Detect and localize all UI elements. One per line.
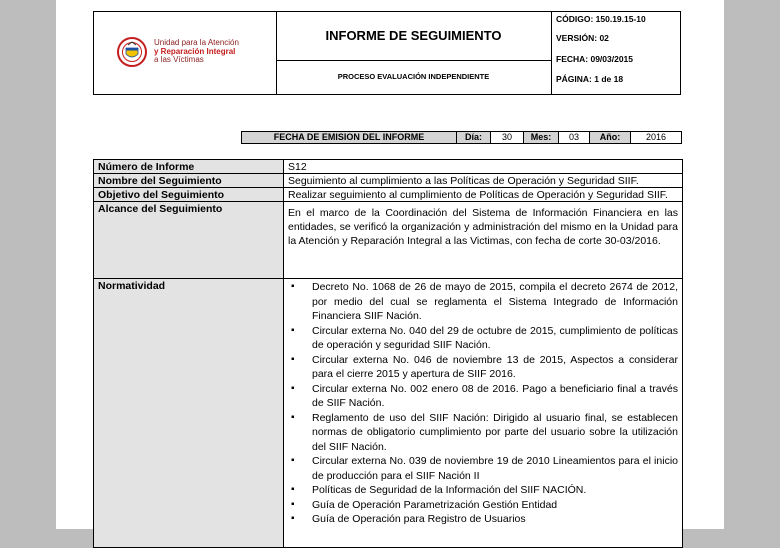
list-item: ▪ Guía de Operación para Registro de Usuarios [288, 512, 678, 527]
doc-date: FECHA: 09/03/2015 [556, 54, 634, 64]
subtitle-cell [276, 60, 552, 94]
regulations-label: Normatividad [93, 278, 284, 548]
logo-text [154, 39, 274, 65]
list-item: ▪ Circular externa No. 046 de noviembre 13 de 2015, Aspectos a considerar para el cierre 2015 y apertura de SIIF 2016. [288, 353, 678, 382]
day-value: 30 [490, 131, 524, 144]
tracking-objective-label: Objetivo del Seguimiento [93, 187, 284, 202]
tracking-name-label: Nombre del Seguimiento [93, 173, 284, 188]
tracking-scope-value: En el marco de la Coordinación del Sistema de Información Financiera en las entidades, se verificó la organización y administración del mismo en la Unidad para la Atención y Reparación Integral a las Victimas, con fecha de corte 30-03/2016. [283, 201, 683, 279]
document-title: INFORME DE SEGUIMIENTO [325, 28, 502, 43]
month-label: Mes: [523, 131, 559, 144]
logo-line-3: a las Víctimas [154, 55, 204, 64]
report-number-value: S12 [283, 159, 683, 174]
list-item: ▪ Reglamento de uso del SIIF Nación: Dirigido al usuario final, se establecen normas de obligatorio cumplimiento por parte del usuario sobre la utilización del SIIF Nación. [288, 411, 678, 455]
logo-cell [94, 12, 277, 94]
emission-date-label: FECHA DE EMISION DEL INFORME [241, 131, 457, 144]
doc-code: CÓDIGO: 150.19.15-10 [556, 14, 646, 24]
header-table [93, 11, 681, 95]
colombia-coat-of-arms-logo [116, 36, 148, 68]
tracking-scope-label: Alcance del Seguimiento [93, 201, 284, 279]
list-item: ▪ Decreto No. 1068 de 26 de mayo de 2015, compila el decreto 2674 de 2012, por medio del cual se reglamenta el Sistema Integrado de Información Financiera SIIF Nación. [288, 280, 678, 324]
doc-version: VERSIÓN: 02 [556, 33, 609, 43]
day-label: Día: [456, 131, 491, 144]
report-number-label: Número de Informe [93, 159, 284, 174]
tracking-objective-value: Realizar seguimiento al cumplimiento de Políticas de Operación y Seguridad SIIF. [283, 187, 683, 202]
year-label: Año: [589, 131, 631, 144]
regulations-value [283, 278, 683, 548]
list-item: ▪ Circular externa No. 002 enero 08 de 2016. Pago a beneficiario final a través de SIIF Nación. [288, 382, 678, 411]
process-subtitle: PROCESO EVALUACIÓN INDEPENDIENTE [337, 72, 490, 81]
month-value: 03 [558, 131, 590, 144]
report-info-table [93, 159, 683, 539]
list-item: ▪ Circular externa No. 040 del 29 de octubre de 2015, cumplimiento de políticas de operación y seguridad SIIF Nación. [288, 324, 678, 353]
doc-page: PÁGINA: 1 de 18 [556, 74, 624, 84]
title-cell [276, 12, 552, 61]
logo-line-1: Unidad para la Atención [154, 38, 239, 47]
document-page [56, 0, 724, 529]
emission-date-row [241, 131, 682, 144]
list-item: ▪ Políticas de Seguridad de la Información del SIIF NACIÓN. [288, 483, 678, 498]
list-item: ▪ Guía de Operación Parametrización Gestión Entidad [288, 498, 678, 513]
logo-line-2: y Reparación Integral [154, 46, 236, 56]
year-value: 2016 [630, 131, 682, 144]
regulations-list [288, 280, 678, 527]
tracking-name-value: Seguimiento al cumplimiento a las Políticas de Operación y Seguridad SIIF. [283, 173, 683, 188]
list-item: ▪ Circular externa No. 039 de noviembre 19 de 2010 Lineamientos para el inicio de producción para el SIIF Nación II [288, 454, 678, 483]
